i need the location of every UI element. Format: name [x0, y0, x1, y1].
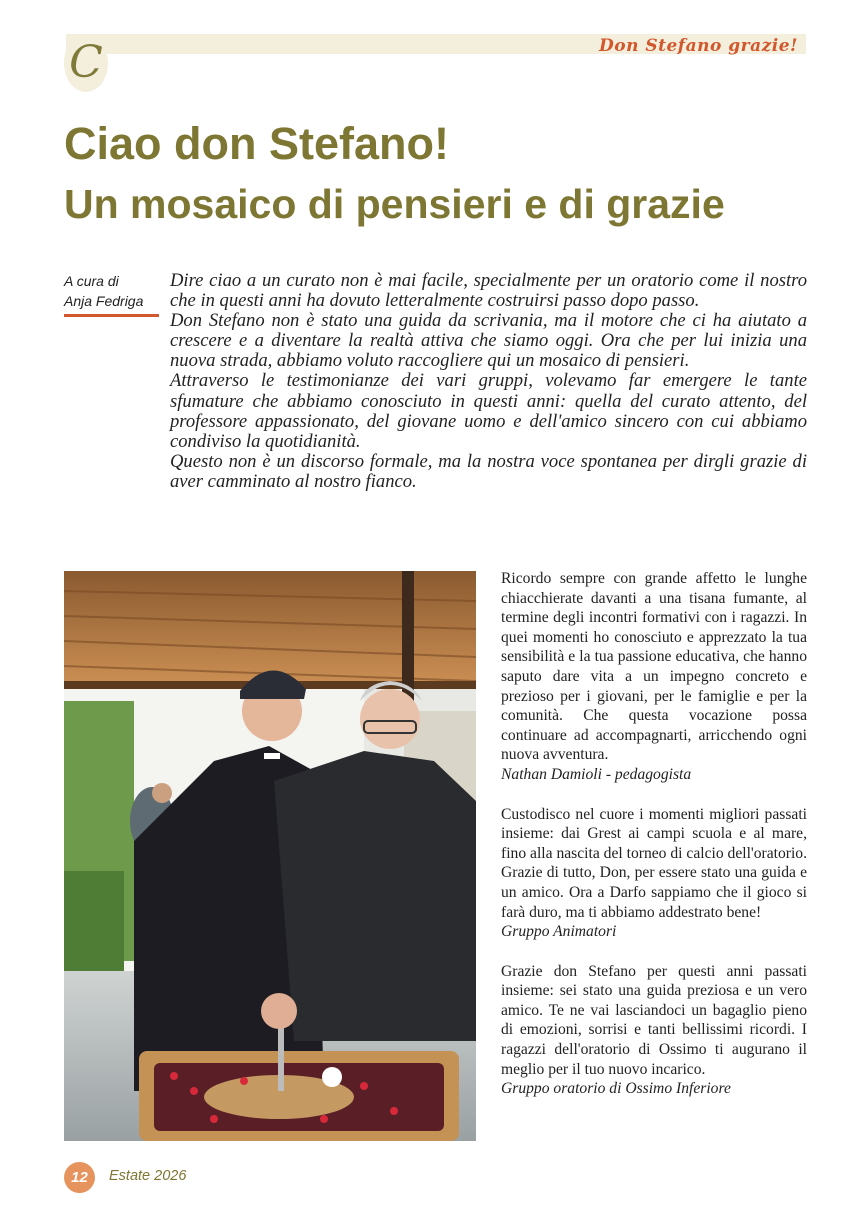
byline-author: Anja Fedriga: [64, 293, 144, 309]
testimonial-signature: Gruppo Animatori: [501, 923, 617, 941]
farewell-photo: [64, 571, 476, 1141]
intro-paragraph: Don Stefano non è stato una guida da scrivania, ma il motore che ci ha aiutato a crescere e a diventare la realtà attiva che siamo oggi. Ora che per lui inizia una nuova strada, abbiamo voluto raccogliere qui un mosaico di pensieri.: [170, 310, 807, 372]
testimonial-text: Grazie don Stefano per questi anni passati insieme: sei stato una guida preziosa e un vero amico. Te ne vai lasciandoci un bagaglio pieno di emozioni, sorrisi e tanti bellissimi ricordi. I ragazzi dell'oratorio di Ossimo ti augurano il meglio per il tuo nuovo incarico.: [501, 962, 807, 1078]
article-title: Ciao don Stefano!: [64, 118, 449, 169]
byline: [64, 271, 160, 311]
testimonial-signature: Nathan Damioli - pedagogista: [501, 765, 692, 783]
article-subtitle: Un mosaico di pensieri e di grazie: [64, 181, 725, 227]
issue-label: Estate 2026: [109, 1168, 187, 1184]
byline-divider: [64, 314, 159, 317]
intro-text: [170, 271, 807, 492]
photo-illustration: [64, 571, 476, 1141]
testimonial-text: Ricordo sempre con grande affetto le lunghe chiacchierate davanti a una tisana fumante, al termine degli incontri formativi con i ragazzi. In quei momenti ho conosciuto e apprezzato la tua sensibilità e la tua passione educativa, che hanno saputo dare vita a un impegno concreto e prezioso per i giovani, per le famiglie e per la comunità. Che questa vocazione possa continuare ad accompagnarti, arricchendo ogni nuova avventura.: [501, 570, 807, 764]
intro-paragraph: Questo non è un discorso formale, ma la nostra voce spontanea per dirgli grazie di aver camminato al nostro fianco.: [170, 450, 807, 492]
intro-paragraph: Attraverso le testimonianze dei vari gruppi, volevamo far emergere le tante sfumature che abbiamo conosciuto in questi anni: quella del curato attento, del professore appassionato, del giovane uomo e dell'amico sincero con cui abbiamo condiviso la quotidianità.: [170, 370, 807, 452]
section-initial: C: [64, 34, 108, 92]
testimonials: [501, 569, 807, 1099]
intro-paragraph: Dire ciao a un curato non è mai facile, specialmente per un oratorio come il nostro che in questi anni ha dovuto letteralmente costruirsi passo dopo passo.: [170, 270, 807, 312]
testimonial-text: Custodisco nel cuore i momenti migliori passati insieme: dai Grest ai campi scuola e al mare, fino alla nascita del torneo di calcio dell'oratorio. Grazie di tutto, Don, per essere stato una guida e un amico. Ora a Darfo sappiamo che il gioco si farà duro, ma ti abbiamo addestrato bene!: [501, 805, 807, 921]
testimonial-signature: Gruppo oratorio di Ossimo Inferiore: [501, 1080, 731, 1098]
byline-label: A cura di: [64, 273, 119, 289]
running-title: Don Stefano grazie!: [599, 36, 798, 56]
page-number: 12: [64, 1162, 95, 1193]
